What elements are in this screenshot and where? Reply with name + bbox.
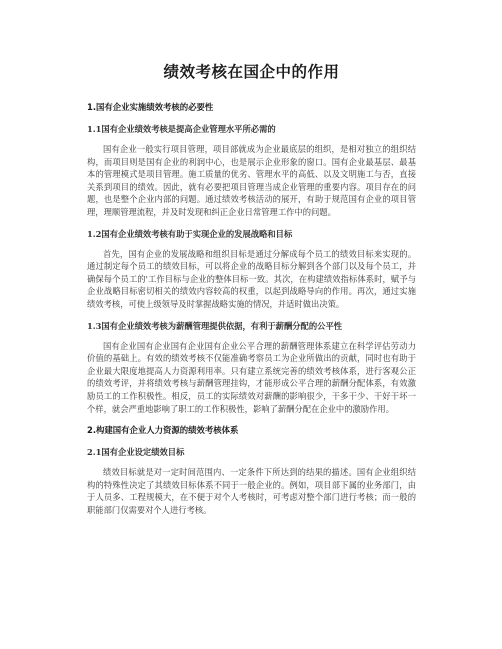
subsection-2-1-paragraph: 绩效目标就是对一定时间范围内、一定条件下所达到的结果的描述。国有企业组织结构的特殊性决定了其绩效目标体系不同于一般企业的。例如，项目部下属的业务部门，由于人员多、工程规模大，在不便于对个人考核时，可考虑对整个部门进行考核；而一般的职能部门仅需要对个人进行考核。 (87, 467, 416, 515)
document-title: 绩效考核在国企中的作用 (163, 63, 340, 81)
subsection-2-1-heading: 2.1国有企业设定绩效目标 (87, 447, 185, 458)
subsection-1-2-heading: 1.2国有企业绩效考核有助于实现企业的发展战略和目标 (87, 228, 293, 239)
subsection-1-2-paragraph: 首先，国有企业的发展战略和组织目标是通过分解成每个员工的绩效目标来实现的。通过制定每个员工的绩效目标，可以将企业的战略目标分解到各个部门以及每个员工，并确保每个员工的'工作目标与企业的整体目标一致。其次，在构建绩效指标体系时，赋予与企业战略目标密切相关的绩效内容较高的权重，以起到战略导向的作用。再次，通过实施绩效考核，可使上级领导及时掌握战略实施的情况，并适时做出决策。 (87, 248, 416, 309)
section-1-heading: 1.国有企业实施绩效考核的必要性 (87, 102, 214, 112)
subsection-1-3-paragraph: 国有企业国有企业国有企业国有企业公平合理的薪酬管理体系建立在科学评估劳动力价值的基础上。有效的绩效考核不仅能准确考察员工为企业所做出的贡献，同时也有助于企业最大限度地提高人力资源利用率。只有建立系统完善的绩效考核体系，进行客观公正的绩效考评，并将绩效考核与薪酬管理挂钩，才能形成公平合理的薪酬分配体系，有效激励员工的工作积极性。相反，员工的实际绩效对薪酬的影响很少，干多干少、干好干坏一个样，就会严重地影响了职工的工作积极性，影响了薪酬分配在企业中的激励作用。 (87, 340, 416, 414)
section-2-heading: 2.构建国有企业人力资源的绩效考核体系 (87, 425, 239, 436)
subsection-1-1-heading: 1.1国有企业绩效考核是提高企业管理水平所必需的 (87, 124, 276, 134)
subsection-1-1-paragraph: 国有企业一般实行项目管理，项目部就成为企业最底层的组织，是相对独立的组织结构，而项目则是国有企业的利润中心，也是展示企业形象的窗口。国有企业最基层、最基本的管理模式是项目管理。施工质量的优劣、管理水平的高低、以及文明施工与否，直接关系到项目的绩效。因此，就有必要把项目管理当成企业管理的重要内容。项目存在的问题，也是整个企业内部的问题。通过绩效考核活动的展开，有助于规范国有企业的项目管理，理顺管理流程，并及时发现和纠正企业日常管理工作中的问题。 (87, 144, 416, 217)
subsection-1-3-heading: 1.3国有企业绩效考核为薪酬管理提供依据，有利于薪酬分配的公平性 (87, 320, 343, 331)
